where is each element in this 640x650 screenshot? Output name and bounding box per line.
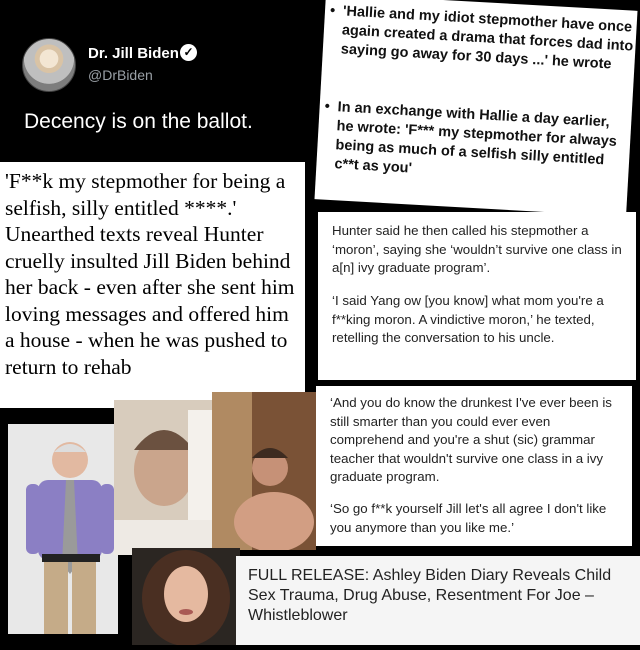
bullet-item bbox=[324, 98, 630, 190]
article-headline-card bbox=[0, 162, 305, 408]
excerpt-paragraph: ‘So go f**k yourself Jill let's all agree I don't like you anymore than you like me.’ bbox=[330, 501, 607, 535]
excerpt-paragraph: ‘And you do know the drunkest I've ever been is still smarter than you could ever even comprehend and you're a shut (sic) grammar teacher that wouldn't survive one class in a ivy graduate program. bbox=[330, 395, 612, 484]
woman-image bbox=[132, 548, 240, 645]
bullet-quote-card bbox=[314, 0, 637, 217]
photo-man-in-suit bbox=[8, 424, 118, 634]
photo-woman bbox=[132, 548, 240, 645]
avatar[interactable] bbox=[22, 38, 76, 92]
excerpt-paragraph: Hunter said he then called his stepmother a ‘moron’, saying she ‘wouldn’t survive one class in a[n] ivy graduate program’. bbox=[332, 223, 622, 275]
bullet-text: In an exchange with Hallie a day earlier, he wrote: 'F*** my stepmother for always being as much of a selfish silly entitled c**t as you' bbox=[334, 99, 618, 177]
excerpt-paragraph: ‘I said Yang ow [you know] what mom you're a f**king moron. A vindictive moron,’ he texted, retelling the conversation to his uncle. bbox=[332, 293, 604, 345]
article-excerpt-card bbox=[316, 386, 632, 546]
bullet-icon: • bbox=[329, 2, 336, 19]
article-headline: 'F**k my stepmother for being a selfish, silly entitled ****.' Unearthed texts reveal Hunter cruelly insulted Jill Biden behind her back - even after she sent him loving messages and offered him a house - when he was pushed to return to rehab bbox=[5, 169, 295, 379]
photo-shirtless-man bbox=[212, 392, 316, 550]
article-excerpt-card bbox=[318, 212, 636, 380]
tweet-card bbox=[0, 0, 316, 162]
verified-check-icon: ✓ bbox=[180, 44, 197, 61]
tweet-text: Decency is on the ballot. bbox=[24, 110, 253, 133]
tweet-author-name[interactable]: Dr. Jill Biden bbox=[88, 45, 179, 62]
news-banner bbox=[236, 556, 640, 645]
news-banner-title[interactable]: FULL RELEASE: Ashley Biden Diary Reveals Child Sex Trauma, Drug Abuse, Resentment For Joe – Whistleblower bbox=[248, 567, 612, 624]
tweet-handle[interactable]: @DrBiden bbox=[88, 67, 153, 83]
man-figure-image bbox=[8, 424, 118, 634]
bullet-text: 'Hallie and my idiot stepmother have once again created a drama that forces dad into saying go away for 30 days ...' he wrote bbox=[340, 3, 634, 73]
bullet-icon: • bbox=[324, 98, 331, 115]
shirtless-man-image bbox=[212, 392, 316, 550]
bullet-item bbox=[329, 2, 635, 75]
